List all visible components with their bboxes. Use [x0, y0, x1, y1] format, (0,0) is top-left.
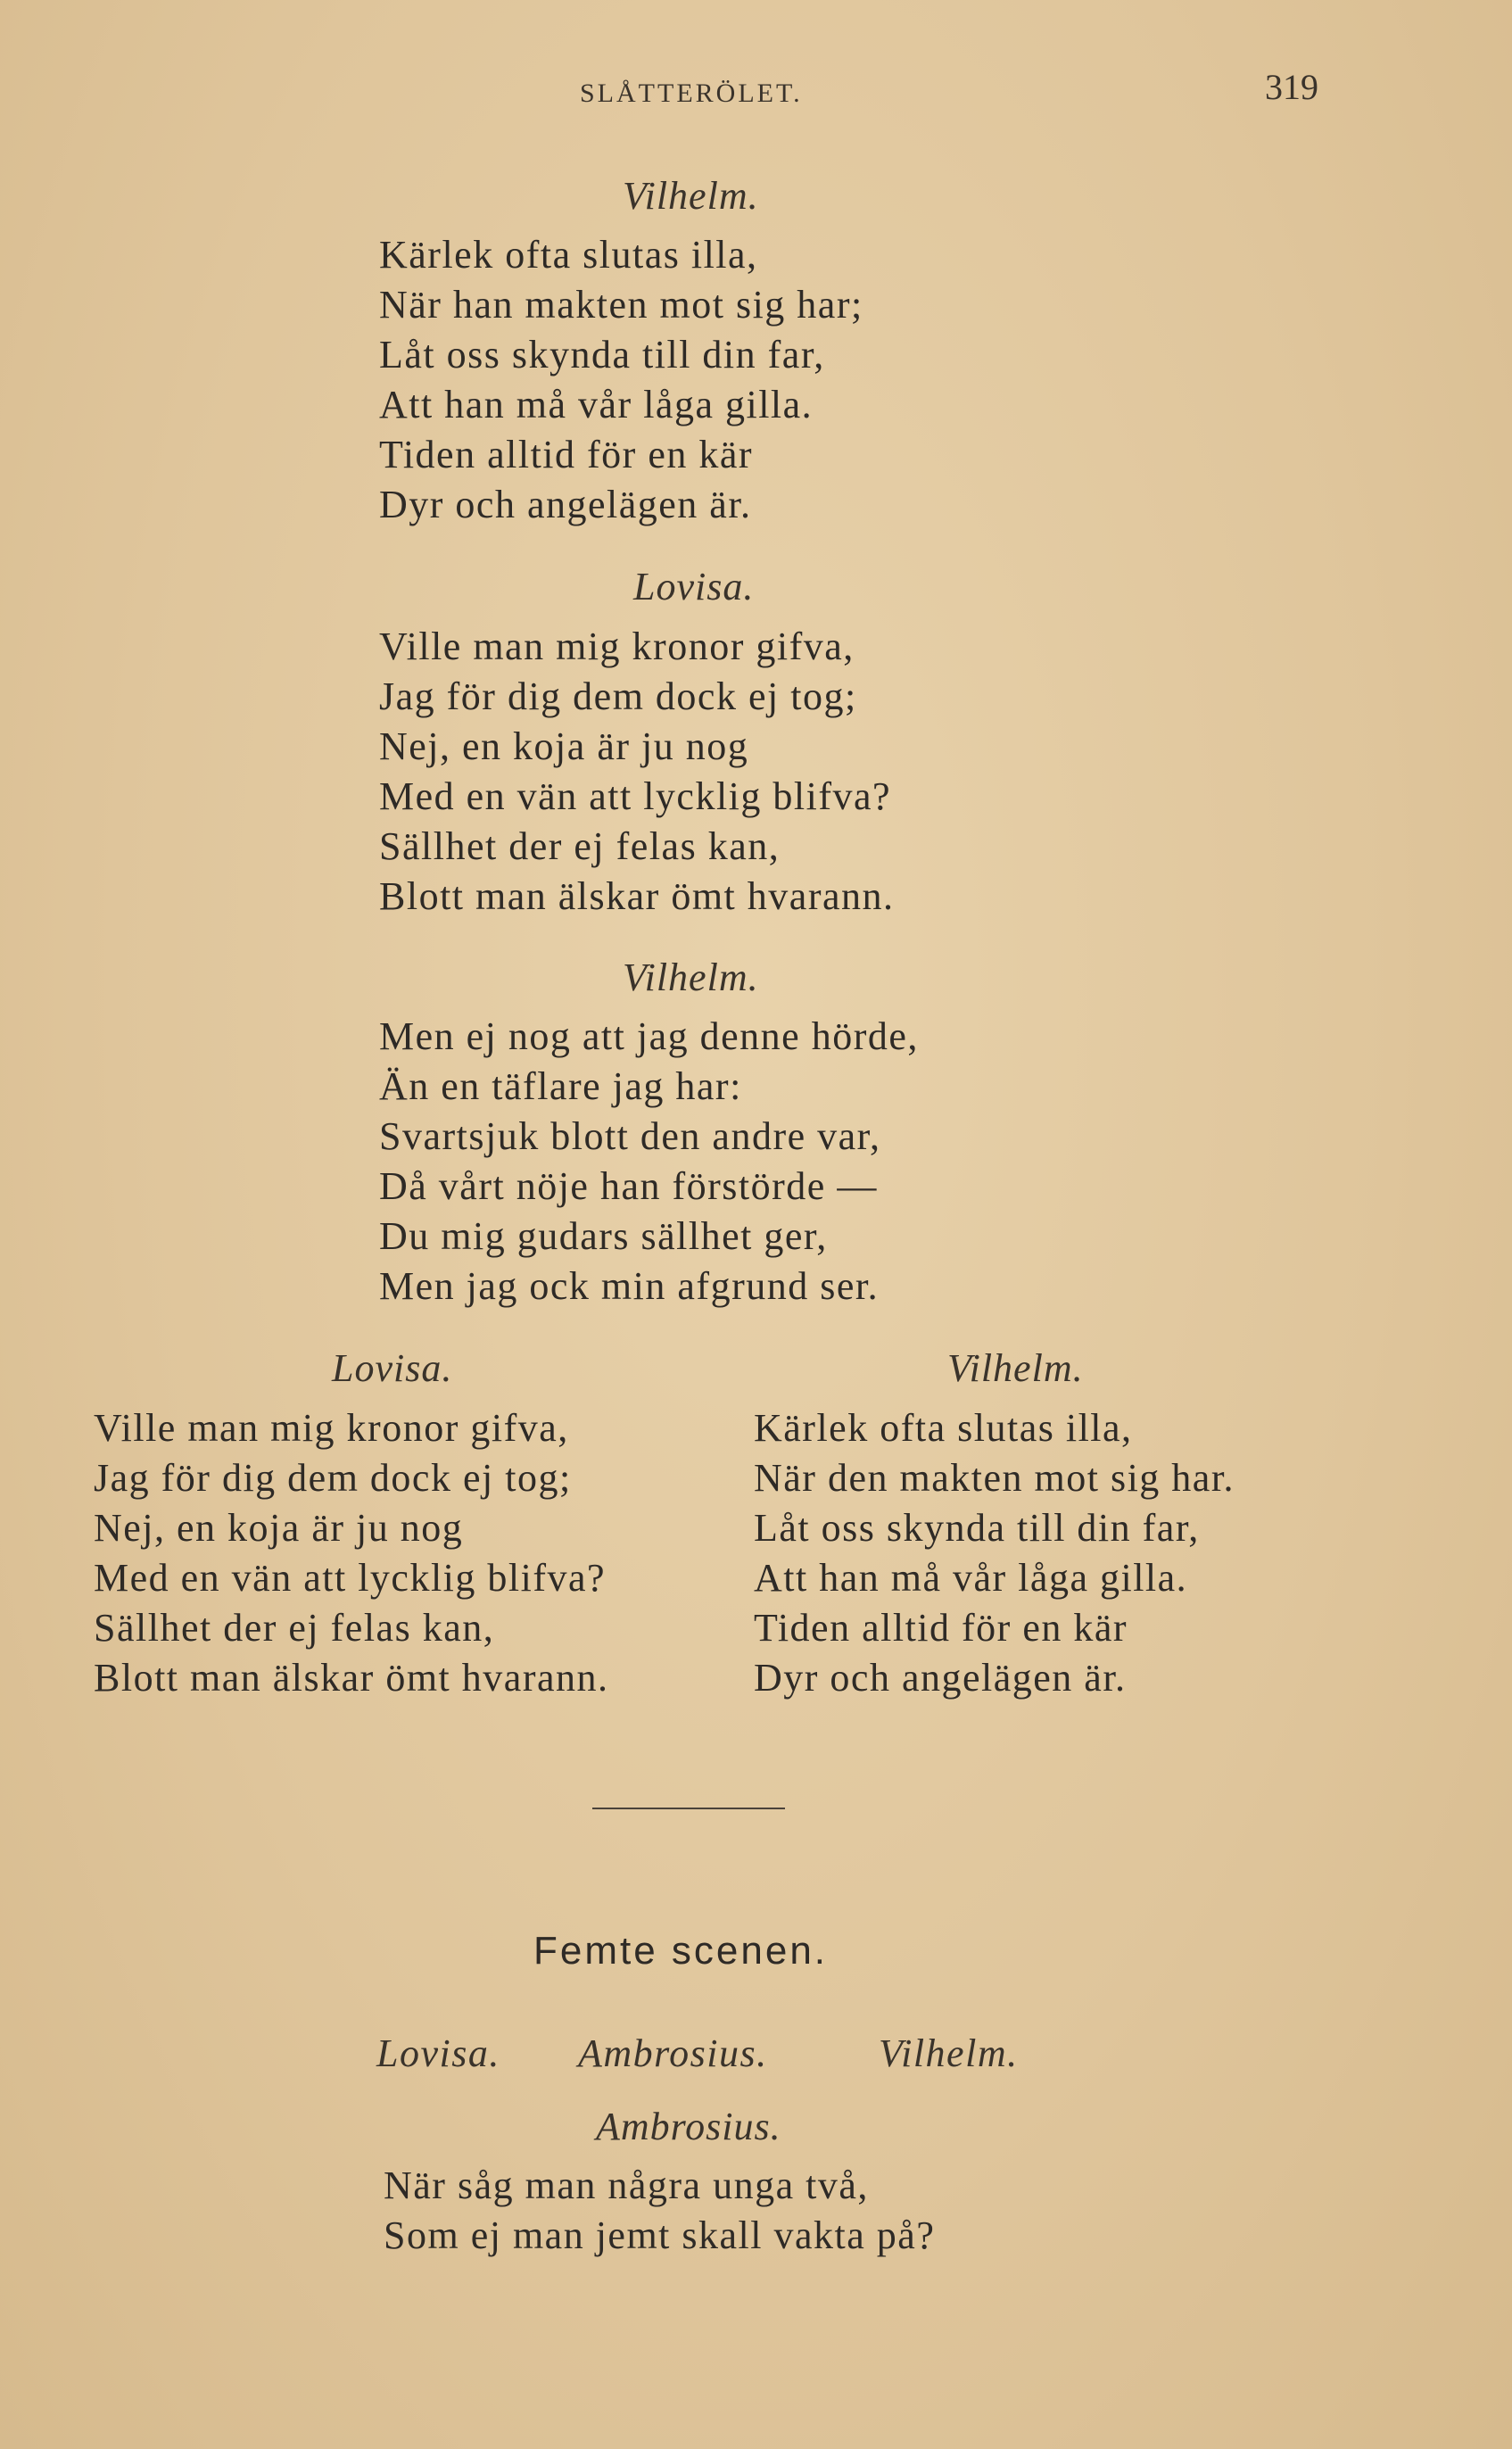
verse-line: Ville man mig kronor gifva, [379, 625, 855, 668]
scene-title: Femte scenen. [533, 1929, 829, 1973]
verse-line: Nej, en koja är ju nog [379, 724, 749, 768]
verse-line: Dyr och angelägen är. [754, 1656, 1127, 1700]
verse-line: Nej, en koja är ju nog [94, 1506, 464, 1550]
verse-line: Men ej nog att jag denne hörde, [379, 1014, 919, 1058]
speaker-lovisa-duet: Lovisa. [332, 1346, 453, 1390]
cast-vilhelm: Vilhelm. [879, 2031, 1019, 2075]
verse-line: Sällhet der ej felas kan, [379, 824, 781, 868]
verse-line: Du mig gudars sällhet ger, [379, 1214, 828, 1258]
verse-line: Än en täflare jag har: [379, 1064, 742, 1108]
section-divider [592, 1808, 785, 1809]
verse-line: Låt oss skynda till din far, [379, 333, 825, 376]
speaker-vilhelm-1: Vilhelm. [623, 174, 759, 218]
stanza-lovisa-1 [379, 622, 895, 922]
stanza-vilhelm-1 [379, 230, 863, 530]
verse-line: Kärlek ofta slutas illa, [379, 233, 758, 277]
verse-line: Dyr och angelägen är. [379, 483, 752, 526]
speaker-ambrosius: Ambrosius. [596, 2105, 781, 2148]
speaker-vilhelm-2: Vilhelm. [623, 956, 759, 999]
verse-line: Men jag ock min afgrund ser. [379, 1264, 880, 1308]
verse-line: Låt oss skynda till din far, [754, 1506, 1200, 1550]
verse-line: Tiden alltid för en kär [379, 433, 754, 476]
duet-column-lovisa [94, 1403, 609, 1703]
verse-line: Jag för dig dem dock ej tog; [94, 1456, 572, 1500]
verse-line: När såg man några unga två, [384, 2164, 869, 2207]
duet-column-vilhelm [754, 1403, 1235, 1703]
verse-line: Kärlek ofta slutas illa, [754, 1406, 1133, 1450]
speaker-lovisa-1: Lovisa. [633, 565, 755, 608]
verse-line: Jag för dig dem dock ej tog; [379, 674, 857, 718]
stanza-vilhelm-2 [379, 1012, 919, 1311]
stanza-ambrosius [384, 2161, 935, 2261]
cast-lovisa: Lovisa. [376, 2031, 500, 2075]
cast-ambrosius: Ambrosius. [578, 2031, 768, 2075]
verse-line: När den makten mot sig har. [754, 1456, 1235, 1500]
verse-line: Svartsjuk blott den andre var, [379, 1114, 881, 1158]
verse-line: Sällhet der ej felas kan, [94, 1606, 495, 1650]
verse-line: Blott man älskar ömt hvarann. [379, 874, 895, 918]
verse-line: Då vårt nöje han förstörde — [379, 1164, 878, 1208]
verse-line: Som ej man jemt skall vakta på? [384, 2213, 936, 2257]
verse-line: Med en vän att lycklig blifva? [379, 774, 892, 818]
verse-line: Att han må vår låga gilla. [379, 383, 814, 426]
verse-line: Med en vän att lycklig blifva? [94, 1556, 607, 1600]
page-number: 319 [1265, 67, 1318, 107]
verse-line: Ville man mig kronor gifva, [94, 1406, 569, 1450]
verse-line: Att han må vår låga gilla. [754, 1556, 1188, 1600]
verse-line: Blott man älskar ömt hvarann. [94, 1656, 609, 1700]
running-header: SLÅTTERÖLET. [580, 79, 803, 108]
verse-line: När han makten mot sig har; [379, 283, 863, 327]
verse-line: Tiden alltid för en kär [754, 1606, 1128, 1650]
speaker-vilhelm-duet: Vilhelm. [947, 1346, 1084, 1390]
